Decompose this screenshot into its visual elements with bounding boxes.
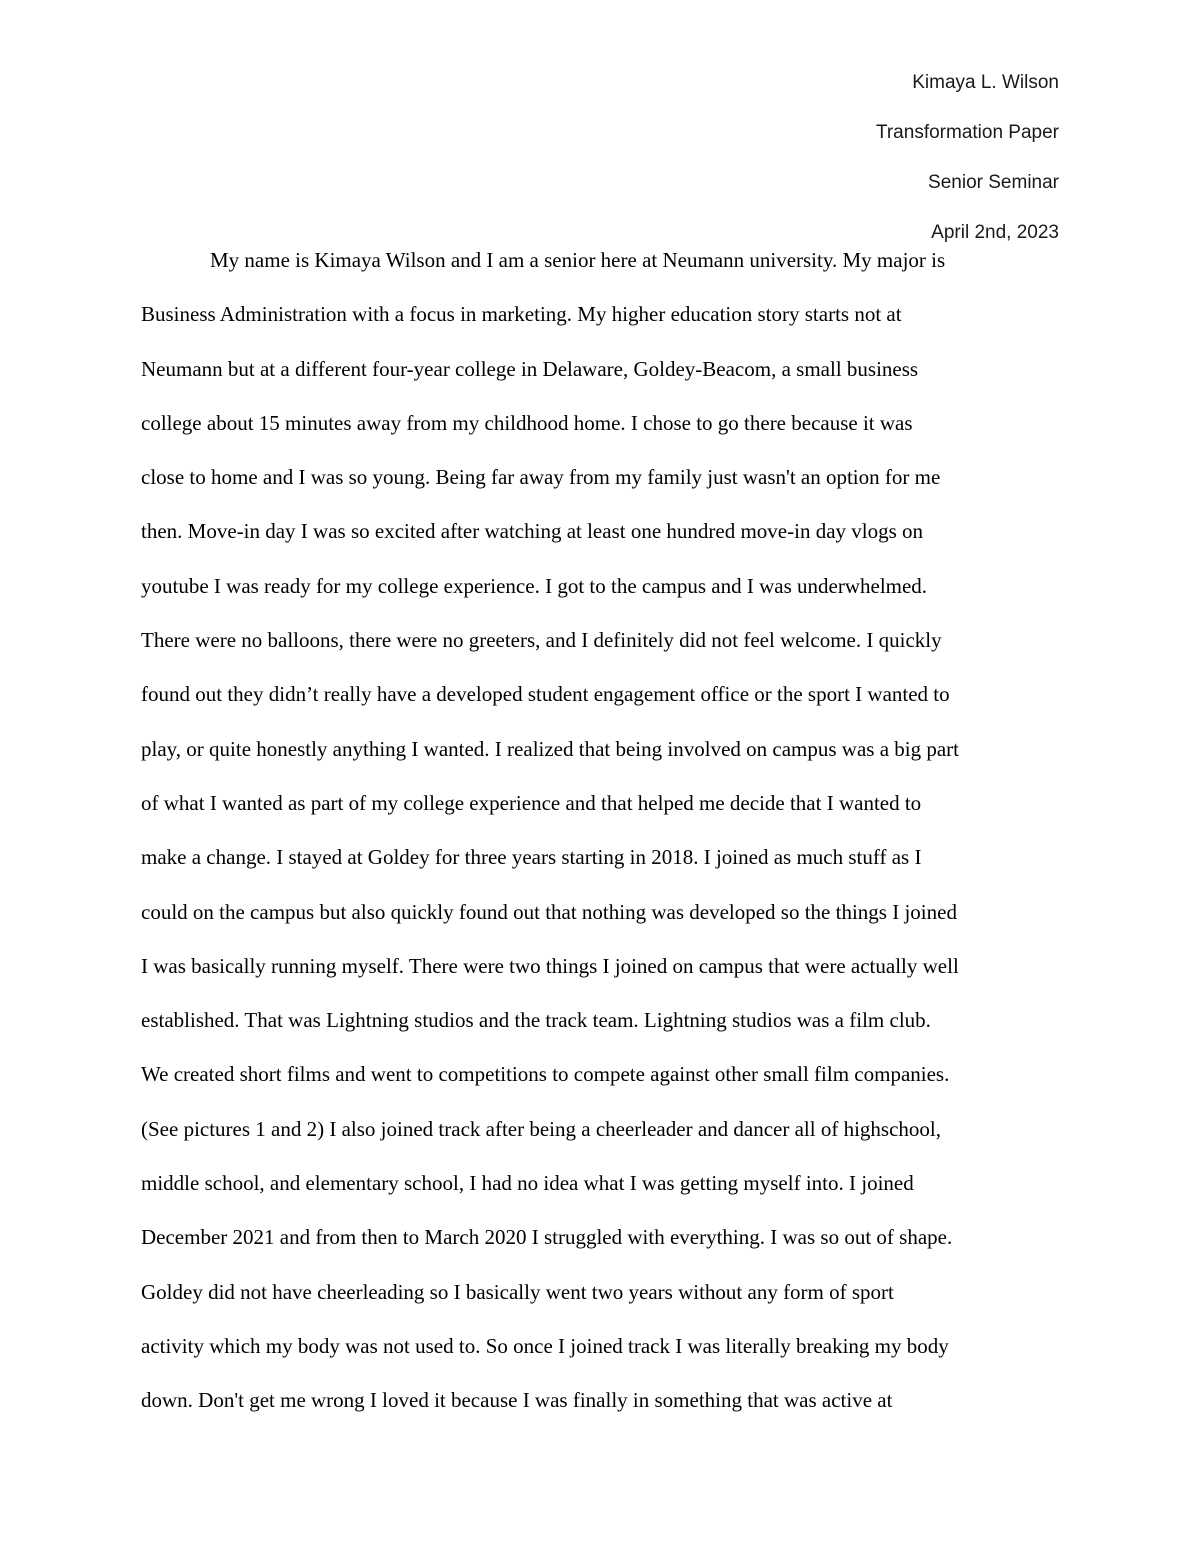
text-line: then. Move-in day I was so excited after watching at least one hundred move-in day vlogs on	[141, 519, 924, 544]
text-line: down. Don't get me wrong I loved it because I was finally in something that was active at	[141, 1388, 893, 1413]
author-name: Kimaya L. Wilson	[912, 72, 1059, 93]
text-line: middle school, and elementary school, I had no idea what I was getting myself into. I joined	[141, 1171, 914, 1196]
text-line: December 2021 and from then to March 2020 I struggled with everything. I was so out of shape.	[141, 1225, 953, 1250]
text-line: of what I wanted as part of my college experience and that helped me decide that I wanted to	[141, 790, 922, 815]
text-line: activity which my body was not used to. So once I joined track I was literally breaking my body	[141, 1333, 949, 1358]
text-line: make a change. I stayed at Goldey for three years starting in 2018. I joined as much stuff as I	[141, 845, 922, 870]
text-line: Goldey did not have cheerleading so I basically went two years without any form of sport	[141, 1279, 894, 1304]
course-name: Senior Seminar	[928, 172, 1059, 193]
text-line: There were no balloons, there were no greeters, and I definitely did not feel welcome. I quickly	[141, 628, 942, 653]
text-line: youtube I was ready for my college experience. I got to the campus and I was underwhelmed.	[141, 573, 928, 598]
paper-date: April 2nd, 2023	[931, 222, 1059, 243]
text-line: (See pictures 1 and 2) I also joined track after being a cheerleader and dancer all of highschool,	[141, 1116, 941, 1141]
text-line: could on the campus but also quickly found out that nothing was developed so the things I joined	[141, 899, 957, 924]
text-line: I was basically running myself. There were two things I joined on campus that were actually well	[141, 953, 959, 978]
text-line: play, or quite honestly anything I wanted. I realized that being involved on campus was a big part	[141, 736, 959, 761]
text-line: Business Administration with a focus in marketing. My higher education story starts not at	[141, 302, 902, 327]
text-line: Neumann but at a different four-year college in Delaware, Goldey-Beacom, a small business	[141, 356, 919, 381]
document-header	[876, 68, 1059, 268]
body-paragraph	[141, 245, 1061, 1440]
text-line: established. That was Lightning studios and the track team. Lightning studios was a film club.	[141, 1008, 931, 1033]
text-line: found out they didn’t really have a developed student engagement office or the sport I wanted to	[141, 682, 950, 707]
text-line: close to home and I was so young. Being far away from my family just wasn't an option for me	[141, 465, 941, 490]
paper-title: Transformation Paper	[875, 122, 1059, 143]
text-line: We created short films and went to competitions to compete against other small film companies.	[141, 1062, 950, 1087]
text-line: college about 15 minutes away from my childhood home. I chose to go there because it was	[141, 410, 913, 435]
text-line: My name is Kimaya Wilson and I am a senior here at Neumann university. My major is	[210, 248, 946, 272]
